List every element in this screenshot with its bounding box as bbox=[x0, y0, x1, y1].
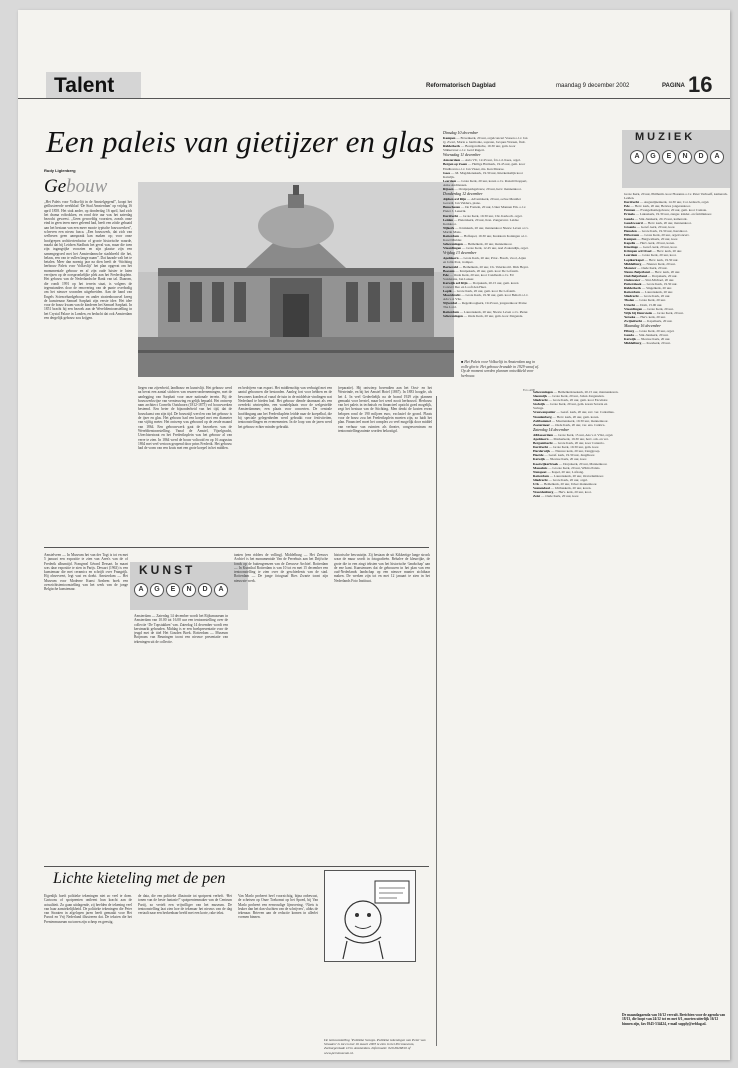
agenda-place: Leerdam bbox=[443, 178, 457, 183]
agenda-letter: A bbox=[214, 583, 228, 597]
agenda-place: Rotterdam bbox=[443, 233, 459, 238]
agenda-day-heading: Zaterdag 14 december bbox=[533, 426, 570, 432]
page-number: 16 bbox=[688, 72, 713, 97]
agenda-place: Harderwijk bbox=[533, 449, 551, 454]
agenda-entry bbox=[443, 281, 529, 289]
newspaper-page bbox=[18, 10, 730, 1060]
agenda-detail: — Nieuwe Kerk, 20 uur. bbox=[642, 261, 676, 266]
agenda-day-heading: Vrijdag 13 december bbox=[443, 250, 477, 256]
agenda-detail: — Sint-Michael, 20 uur. bbox=[641, 277, 675, 282]
kunst-agenda-badges bbox=[134, 583, 230, 597]
agenda-detail: — Oude Kerk, 20 uur, koor. bbox=[541, 494, 580, 499]
agenda-detail: — Grote Kerk, 20 uur. bbox=[639, 294, 671, 299]
agenda-entry bbox=[443, 205, 529, 213]
agenda-place: Nieuw-Beijerland bbox=[624, 269, 650, 274]
agenda-entry bbox=[443, 218, 529, 226]
agenda-place: Kapelle bbox=[624, 241, 636, 246]
agenda-column-a bbox=[443, 130, 529, 1048]
agenda-letter: E bbox=[662, 150, 676, 164]
agenda-place: Middelburg bbox=[624, 341, 642, 346]
photo-caption: ■ Het Paleis voor Volksvlijt in Amsterdam zag in volle glorie. Het gebouw brandde in 1929 vanaf af. Op de moment werden plannen ontwikkeld voor herbouw. bbox=[461, 360, 539, 378]
section-label: Talent bbox=[54, 74, 115, 97]
agenda-detail: — Adventskerk, 20 uur, oelwe Meulder Gerardt, Jan Vulders, piano. bbox=[443, 197, 521, 206]
agenda-detail: — Herv. kerk, 20 uur. bbox=[650, 269, 681, 274]
agenda-letter: D bbox=[198, 583, 212, 597]
agenda-place: Goes bbox=[443, 170, 451, 175]
lichte-headline: Lichte kieteling met de pen bbox=[53, 870, 226, 887]
agenda-detail: — Laurenskerk, 20 uur, Nieuw Leven o.l.v. Pieter. bbox=[459, 309, 529, 314]
agenda-detail: — Markerkerk, 19.30 uur, herv. ork. en ver. bbox=[549, 436, 609, 441]
agenda-place: Puttershoek bbox=[624, 282, 642, 287]
agenda-place: Emmen bbox=[624, 208, 636, 213]
agenda-place: Apeldoorn bbox=[443, 256, 459, 261]
agenda-detail: — Grote Kerk, 19.30 uur. bbox=[642, 282, 678, 287]
agenda-detail: — Kapelkerk, 20 uur. bbox=[642, 318, 673, 323]
agenda-place: Nijkerk bbox=[443, 225, 455, 230]
agenda-detail: — Nieuwe kerk, 20 uur, Zanggroep. bbox=[551, 449, 601, 454]
agenda-detail: — Oude Kerk, 20 uur, ver. ens. Cantica. bbox=[550, 422, 606, 427]
agenda-detail: — Grote Kerk, 20 uur, koor Canterio. bbox=[553, 441, 605, 446]
agenda-day-heading: Donderdag 12 december bbox=[443, 191, 483, 197]
agenda-place: Kampen bbox=[443, 136, 456, 140]
agenda-detail: — Maartenskerk, 19.30 uur, mannenkoor. bbox=[551, 418, 609, 423]
agenda-entry bbox=[533, 494, 619, 498]
agenda-detail: — Dorpskerk, 20 uur. bbox=[647, 273, 678, 278]
agenda-place: Monster bbox=[624, 265, 637, 270]
agenda-entry bbox=[443, 234, 529, 242]
cartoon-sketch bbox=[325, 871, 415, 961]
agenda-letter: N bbox=[182, 583, 196, 597]
agenda-place: Amsterdam bbox=[443, 158, 461, 163]
agenda-place: Woudenberg bbox=[533, 414, 552, 419]
agenda-entry bbox=[443, 171, 529, 179]
agenda-place: Waardenburg bbox=[533, 490, 554, 495]
agenda-place: Dordrecht bbox=[443, 213, 459, 218]
byline: Rudy Liglenberg bbox=[44, 168, 76, 173]
muziek-agenda-badges bbox=[630, 150, 726, 164]
agenda-place: Utrecht bbox=[624, 302, 636, 307]
issue-date: maandag 9 december 2002 bbox=[556, 83, 630, 89]
agenda-detail: — Geref. kerk, 20 uur, koor. bbox=[636, 224, 676, 229]
agenda-detail: — Kruiskerk, 20 uur, mannenkoor Nieuw Leven o.l.v. Martin Mans. bbox=[443, 225, 529, 234]
agenda-place: Kloetinge bbox=[624, 245, 638, 250]
agenda-place: Bunschoten bbox=[443, 205, 460, 210]
agenda-detail: — Grote Kerk, 19.30 uur, Kerstkoor. bbox=[637, 228, 688, 233]
agenda-place: Urk bbox=[533, 481, 539, 486]
agenda-place: Leiden bbox=[443, 217, 453, 222]
agenda-detail: — Regenboogkerk, 19.45 uur, jongerenkoor Praise The Lord. bbox=[443, 301, 527, 310]
agenda-detail: — Herv. kerk, 19.30 uur. bbox=[644, 257, 679, 262]
agenda-detail: — Geref. kerk, 19.30 uur, Jeugdkoor. bbox=[544, 453, 596, 458]
agenda-entry bbox=[443, 197, 529, 205]
article-column-1: „Het Paleis voor Volksvlijt in de Amstelgegend”, koopt het geillustreerde weekblad ‘De Stad Amsterdam’ op vrijdag 16 april 1858. Het stuk ander, op donderdag 16 april, had zich het drama voltrokken, en rond drie uur was het zaterdag bezocht geweest. „Geen gewoeldig voorzien, zoeals onze eind in geen ieren meer geleend had, heeft een zóide gebaatd aan het bestaan van een meer mooie typische bouwwerken”, schreven een nieuw fazca. „Een bouwwerk, dat zich van welbesen geen aanspraak kan maken op; voor onze hoofgrepen architectenfactur of groote historische waarde, maakt dat bij Leidsen Stadhuis het geval was, maar die toen zijn ingangrijke voorzien en zijn plaatse zijn een samengegroed met het Amsterdamsche stadsbeeld die het, helaas, een van te vullen lange naam”. Dat bazade valt het te betalen. Meer dan normig jaar na dien heeft de ‘Stichting herbouw Paleis voor Volksvlijt’ het plan opgevat om het monumentale gebouw en af zijn oude luister te laten verrijzen op de oorspronkelijke plek aan het Frederiksplein. Het gebouw van de Nederlandsche Bank van tal. Daarom, die rondt 1991 op het terrein staat, is volgens de tegenstanders door de renovering van de punte overbodig om het nieuwe woonden uitgebreiden. Aan de hand van Engels Sciencehardgebouw en ander stratenbouwsel kreeg de kunstenaar Samuel Sarphati zijn eerste idee. Het idee voor de bouw kwam van de kinderen het Samuel Sarphati. In 1851 bracht hij een bezoek aan de Wereldtentoonstelling in het Crystal Palace in Londen, en bedacht dat ook Amsterdam een dergelijk gebouw zou krijgen. bbox=[44, 200, 132, 321]
agenda-place: Apeldoorn bbox=[533, 436, 549, 441]
agenda-detail: — Bethelkerk, 20 uur, Urker mannenkoor. bbox=[539, 481, 598, 486]
agenda-detail: — Grote Kerk, 20 uur, Johan Jongenelen. bbox=[548, 394, 605, 399]
lichte-column-2: de data, die een politieke illustratie tot spotprent verheft. ‘Het tonen van de beste fantasie?’ spotprentenmaker van de Centrum Partij, zo vertelt een vrijwilliger van het museum. De tentoonstelling laat zien hoe de tekenaar het nieuws van de dag vertaalt naar een herkenbaar beeld met een korte, rake tekst. bbox=[138, 894, 232, 916]
kunst-column-3: tanten (een ridders de volling). Middelburg — Het Zeeuws Archief is het monumentale Van de Perrehuis aan het Drijfsche fonds op de buitengrenzen van de Zeeuwse Archief. Rotterdam — In Kunsthal Rotterdam is van 10 tot en met 15 december een tentoonstelling te zien over de geschiedenis van de stad. Rotterdam — De jonge fotograaf Ries Zwarte toont zijn nieuwste werk. bbox=[234, 553, 328, 583]
agenda-detail: — Singelkerk, 20 uur. bbox=[641, 286, 672, 291]
page-label: PAGINA bbox=[662, 83, 685, 89]
agenda-place: Sliedrecht bbox=[533, 477, 548, 482]
agenda-detail: — Geref. kerk, 20 uur, koor. bbox=[638, 245, 678, 250]
agenda-detail: — Laurenskerk, 20 uur. bbox=[640, 290, 673, 295]
agenda-column-c bbox=[624, 192, 728, 1008]
agenda-detail: — De Fontein, 20 uur, Urker Mannen Em. o.l.v. Pieter J. Leuerik. bbox=[443, 205, 527, 214]
agenda-place: Heerde bbox=[533, 453, 544, 458]
article-column-4: (reparatie). Hij ontwierp bovendien aan het Oost- en het Westeinde, en bij het Amstel Hotel (1867). In 1883 hoogde, als het 4. In veel Gedeeltelijk na de brand 1929 zijn plannen gemaakt voor herstel, maar het werd nooit herbouwd. Herbouw van het paleis in technisch en financieel opzicht goed mogelijk, zegt het bestuur van de Stichting. Men denkt de kosten ervan belopen rond de 190 miljoen euro, exclusief de grond. Plaats voor de bouw zou het Frederiksplein moeten zijn, zo luidt het plan. Financieel moet het complex zo veel mogelijk door middel van verhuur van ruimten als theater, congrescentrum en tentoonstellingsruimte worden bekostigd. bbox=[338, 386, 432, 433]
agenda-place: Wijk bij Duurstede bbox=[624, 310, 653, 315]
agenda-place: Zaltbommel bbox=[533, 418, 551, 423]
agenda-detail: — Grote Kerk, 19.30 uur, Chr. Kerkoch. orgel. bbox=[458, 213, 523, 218]
kunst-column-1: Amstelveen — In Museum het van der Togt is tot en met 5 januari een expositie te zien van Aren's van de of Frederik albumtijd. Frangreal Gérard Dessart. In maart was daar expositie te zien in Parijs. Dessart (1963) is een kunstenaar die met ceramics en schrijft over Frangrijk. Hij observeert, legt vast en doekt. Amsterdam — Het Museum voor Moderne Kunst Arnhem boek een overzichtstentoonstelling van het werk van de jonge Belgische kunstenaar. bbox=[44, 553, 128, 592]
agenda-detail: — Groote Kerk, 20 uur, Wilma Paleis. bbox=[548, 465, 601, 470]
agenda-detail: — Bethelkerk, 20 uur, mannenkoor. bbox=[463, 242, 513, 247]
agenda-place: Tholen bbox=[624, 298, 635, 303]
agenda-place: Boesum bbox=[443, 268, 455, 273]
agenda-place: Hilversum bbox=[624, 232, 640, 237]
agenda-detail: — Oude Kerk, 20 uur, koor Candlesm o.l.v. Ed Sonderens, Jan Lanser. bbox=[443, 272, 514, 281]
agenda-detail: — Grote Kerk, 20 uur, gem. koren Sotaria en Swinge. bbox=[533, 402, 608, 411]
agenda-place: Sleeuwijk bbox=[533, 394, 548, 399]
agenda-place: Maassluis bbox=[533, 465, 548, 470]
agenda-place: Barneveld bbox=[443, 264, 458, 269]
agenda-place: Ede bbox=[443, 272, 449, 277]
agenda-place: Bergambacht bbox=[533, 441, 553, 446]
agenda-detail: — Grote Kerk, 15 uur, Ans v.d. Vlist, orgel. bbox=[553, 432, 614, 437]
agenda-detail: — Grote Kerk, 20 uur, koren o.l.v. Ronald Koppert, Anke Andriessen. bbox=[443, 178, 528, 187]
photo-credit: Foto ANP bbox=[523, 388, 536, 392]
agenda-detail: — Grote Kerk, 20 uur. bbox=[635, 298, 666, 303]
agenda-detail: — Geref. kerk, 20 uur, zav. ver. Cantamus. bbox=[556, 410, 615, 415]
agenda-detail: — Grote Kerk, 20 uur, orgel. bbox=[548, 477, 588, 482]
agenda-letter: A bbox=[710, 150, 724, 164]
agenda-place: Nunspeet bbox=[533, 469, 547, 474]
agenda-place: Ede bbox=[624, 204, 630, 209]
lichte-divider bbox=[44, 866, 429, 867]
agenda-place: Vlaardingen bbox=[443, 246, 462, 251]
agenda-letter: G bbox=[150, 583, 164, 597]
agenda-detail: — Oude Kerk, 20 uur, gem. koor Zingende. bbox=[463, 313, 524, 318]
agenda-entry bbox=[443, 314, 529, 318]
agenda-letter: A bbox=[630, 150, 644, 164]
agenda-entry bbox=[624, 341, 728, 345]
agenda-entry bbox=[443, 301, 529, 309]
agenda-place: Scheveningen bbox=[533, 390, 553, 394]
article-column-3: en bedrijven van export. Het middenschip van verbuigd met een aantal gebouwen die bestonden. Aanleg fort voor hebben en de bewoners konden al vanaf de tuin in de middelste vindingen wat Nederland te bieden had. Het gebouw diende daarnaast als een overdekt winterplein, een wandelplaats voor de welgestelde Amsterdammer, een plaats voor concerten. De centrale hoofdingang aan het Frederiksplein leidde naar de koepelhal, die bij speciale gelegenheden werd gebruikt voor festiviteiten, tentoonstellingen en evenementen. In de loop van de jaren werd het gebouw echter minder gebruikt. bbox=[238, 386, 332, 429]
agenda-letter: A bbox=[134, 583, 148, 597]
agenda-place: Katwijk a/d Rijn bbox=[443, 280, 468, 285]
agenda-detail: — Oude Kerk, 20 uur. bbox=[637, 265, 668, 270]
kunst-divider bbox=[44, 547, 429, 548]
agenda-detail: — M. Magdalenakerk, 19.30 uur, Interkerkelijk koor Katwijk. bbox=[443, 170, 523, 179]
agenda-detail: — Evangelisatiegebouw, 20 uur, gem. koor Cantate. bbox=[636, 208, 707, 213]
header-rule bbox=[18, 98, 730, 99]
agenda-place: Vlaardingen bbox=[624, 306, 643, 311]
agenda-detail: — Nieuwe Kerk, 20 uur. bbox=[636, 337, 671, 342]
agenda-entry bbox=[443, 226, 529, 234]
agenda-place: Dordrecht bbox=[624, 200, 640, 205]
agenda-letter: G bbox=[646, 150, 660, 164]
agenda-place: Katwijk bbox=[533, 457, 545, 462]
agenda-place: Ermelo bbox=[624, 212, 635, 217]
agenda-place: Gouda bbox=[624, 216, 634, 221]
agenda-place: Bergen op Zoom bbox=[443, 162, 468, 167]
agenda-entry bbox=[533, 402, 619, 410]
agenda-detail: — Nieuwe Kerk, 20 uur, koor. bbox=[545, 457, 588, 462]
agenda-detail: — Grote Kerk, 20 uur. bbox=[652, 310, 684, 315]
agenda-place: Moordrecht bbox=[443, 293, 461, 298]
agenda-place: Ridderkerk bbox=[443, 144, 460, 149]
agenda-detail: — Kapel, 20 uur, Lofzang. bbox=[547, 469, 584, 474]
agenda-detail: — Grote Kerk, 19.30 uur, gem. koor Beholt o.l.v. Ada v.d. Vlie. bbox=[443, 293, 529, 302]
agenda-detail: — Grote Kerk, 20 uur, orgel. bbox=[635, 329, 675, 333]
agenda-detail: — Herv. kerk, 20 uur, gem. koren. bbox=[552, 414, 600, 419]
agenda-detail: — Herv. kerk, 20 uur. bbox=[652, 249, 683, 254]
muziek-title: MUZIEK bbox=[635, 131, 696, 143]
agenda-place: Rotterdam bbox=[533, 473, 549, 478]
agenda-place: Rijssen bbox=[443, 187, 454, 192]
agenda-detail: — Herv. kerk, 20 uur. bbox=[636, 314, 666, 319]
agenda-detail: — Herv. kerk, 20 uur, mannenkoor. bbox=[643, 220, 692, 225]
agenda-place: Rotterdam bbox=[443, 309, 459, 314]
agenda-place: Middelburg bbox=[624, 261, 642, 266]
agenda-place: Lopikerkapel bbox=[624, 257, 644, 262]
agenda-detail: — Aula VU, 12.45 uur, fov-t.d. Kees, orgel. bbox=[461, 158, 521, 163]
agenda-place: Gouda bbox=[624, 333, 634, 338]
agenda-place: Oud-Beijerland bbox=[624, 273, 647, 278]
kunst-column-2: Amsterdam — Zaterdag 14 december wordt het Rijksmuseum in Amsterdam van 10.00 tot 16.00 uur een tentoonstelling over de collectie ‘De Topstukken’ van. Zaterdag 14 december wordt een kerstmarkt gehouden. Middag is er een boekpresentatie voor de jeugd met de titel Het Gouden Boek. Rotterdam — Museum Boijmans van Beuningen toont een nieuwe presentatie van tekeningen uit de collectie. bbox=[134, 614, 228, 644]
agenda-place: Rotterdam bbox=[624, 290, 640, 295]
article-column-2: liegen van zijverheid, landbouw en kunstvlijt. Het gebouw werd na bevat een aantal stichters van reuzen-ondernemingen, met de aanlegging van Sarphati voor onze nationale terrein. Bij de bouwwerkwijze van vernieuwing en gelijk bepaald. Het ontwerp nam architect Cornelis Outshoorn (1812-1875) vol bouwwerken bestemd. Een beter de bijzonderheid van het tijd, dat de bouwkunst van zijn tijd. De bouwstijl werd en van het gebouw is de ijzer en glas. Het gebouw had een koepel met een diameter van vijftig meter. Het ontwerp was gebouwd op de zesde maand van 1864. Een gebouwwerk gaat de bezoekers van de Wereldtentoonstelling. Vanaf de Amstel, Vijzelgracht, Utrechtsestraat en het Frederiksplein was het gebouw al van verre te zien. In 1864 werd de bouw voltooid en op 16 augustus 1864 met veel vertoon geopend door prins Frederik. Het gebouw had de vorm van een kruis met een grote koepel in het midden. bbox=[138, 386, 232, 451]
agenda-place: Stolwijk bbox=[533, 402, 546, 407]
agenda-entry bbox=[443, 256, 529, 264]
kunst-title: KUNST bbox=[139, 563, 196, 577]
agenda-detail: — Bethelkerk, 20 uur, Ch. Valerius ml. Dirk Heyer. bbox=[458, 264, 529, 269]
agenda-entry bbox=[443, 144, 529, 152]
agenda-detail: — Oranjeparkgebouw, 20 uur, herv. mannenkoor. bbox=[454, 187, 522, 192]
agenda-place: Kootwijkerbroek bbox=[533, 461, 558, 466]
agenda-detail: — Kruipekerk, 20 uur, gem. koor De Lofstem. bbox=[455, 268, 519, 273]
agenda-column-rule bbox=[436, 396, 437, 1046]
agenda-column-b bbox=[533, 390, 619, 1050]
agenda-detail: — Grote Kerk, 20 uur, koor. bbox=[638, 253, 677, 258]
agenda-place: Yerseke bbox=[624, 314, 636, 319]
agenda-day-heading: Dinsdag 10 december bbox=[443, 130, 479, 135]
subhead-prefix: Ge bbox=[44, 176, 67, 197]
agenda-place: Nijverdal bbox=[443, 301, 457, 306]
agenda-detail: — Sint-Janskerk, 20 uur. bbox=[634, 333, 669, 338]
cartoon-caption: De tentoonstelling ‘Politieke Scoops. Politieke tekeningen van Peter van Straaten’ is tot en met 16 maart 2003 te zien in het Persmuseum, Zeeburgerkade 10 in Amsterdam. Informatie: 020-6928810 of www.persmuseum.nl. bbox=[324, 1038, 426, 1055]
agenda-place: Oudewater bbox=[624, 277, 641, 282]
agenda-detail: — Augustijnenkerk, 14.30 uur, Cor Ardesch, orgel. bbox=[639, 200, 710, 205]
agenda-place: Kampen bbox=[624, 237, 637, 242]
agenda-place: Sliedrecht bbox=[624, 294, 639, 299]
agenda-place: Scheveningen bbox=[443, 242, 463, 247]
agenda-detail: — Pieterskerk, 20 uur, Kon. Zangersver. Leidse Kerkkoor. bbox=[443, 217, 519, 226]
agenda-entry bbox=[443, 273, 529, 281]
agenda-detail: — Bourgondische, 19.30 uur, gem. koor Slikkerveer o.l.v. Gerd Rugeri. bbox=[443, 144, 516, 153]
agenda-detail: — Grote Kerk, 20 uur, gem. koor De Lofstem. bbox=[452, 289, 516, 294]
agenda-detail: — Bethelkerkreekerk, 20.15 uur, mannenkoren. bbox=[553, 390, 619, 394]
agenda-detail: — Hofkapel, 19.30 uur, Krekkorn Koningen o.l.v. Karel Mulder. bbox=[443, 233, 528, 243]
agenda-place: Veenendaal bbox=[533, 486, 550, 491]
agenda-place: Ridderkerk bbox=[624, 286, 641, 291]
agenda-place: Alphen a/d Rijn bbox=[443, 197, 467, 202]
subhead-rest: bouw bbox=[66, 176, 108, 197]
agenda-place: Groenlo bbox=[624, 224, 636, 229]
agenda-place: Vrouwenpolder bbox=[533, 410, 556, 415]
agenda-place: Heusden bbox=[624, 228, 637, 233]
agenda-detail: — Grote Kerk, 19.30 uur, gem. koor. bbox=[548, 445, 600, 450]
agenda-detail: — Laurenskerk, 20 uur, Oratoriumkoor. bbox=[549, 473, 604, 478]
agenda-detail: — Grote Kerk, 20 uur. bbox=[642, 306, 674, 311]
agenda-detail: — Grote Kerk, 20 uur, orgelconcert. bbox=[640, 232, 690, 237]
lichte-column-3: Van Marlo probeert heel voorzichtig, bijna onbewust, de schetsen op Onze Toekomst op het Spoed, bij Van Marlo probeert een eenvoudige lijnvoering. ‘Niets is leuker dan het dan vluchten van de schrijvers’, aldus de tekenaar. Brieven aan de redactie komen in allerlei vormen binnen. bbox=[238, 894, 318, 920]
agenda-place: Leerdam bbox=[624, 253, 638, 258]
agenda-place: Lopik bbox=[443, 289, 452, 294]
agenda-footer-note: De maandagaenda van 16/12 vervalt. Berichten voor de agenda van 18/13, die loopt van 24/12 tot en met 6/1, moeten uiterlijk 16/12 binnen zijn, fax 0345-534424, e-mail supply@refdag.nl. bbox=[622, 1013, 726, 1026]
agenda-detail: — Koorkerk, 20 uur. bbox=[642, 341, 671, 346]
agenda-detail: — Dorpskerk, 20.15 uur, gem. koren Concert Deo en Looft den Heer. bbox=[443, 280, 519, 289]
agenda-detail: — Burgwalkerk, 20 uur, koor. bbox=[637, 237, 679, 242]
agenda-place: Katwijk bbox=[624, 337, 636, 342]
agenda-place: Alblasserdam bbox=[533, 432, 553, 437]
agenda-entry bbox=[443, 179, 529, 187]
lichte-column-1: Eigenlijk hoeft politieke tekeningen niet zo veel te doen. Cartoons of spotprenten ontleent hun kracht aan de actualiteit. Zo gaan uitdagende, zij beelden de tekening veel van haar aanstekelijkheid. De politieke tekeningen die Peter van Straaten in afgelopen jaren heeft gemaakt voor Het Parool en Vrij Nederland illustreren dat. De teksten die het Prentenmuseum nu tonen zijn scherp en geestig. bbox=[44, 894, 132, 924]
article-headline: Een paleis van gietijzer en glas bbox=[46, 124, 435, 159]
agenda-detail: — Heilige Hartkerk, 19.45 uur, gem. koor Eindhoven o.l.v. Jan Visser, ms. Ken Maarse. bbox=[443, 162, 526, 171]
agenda-place: Krimpen a/d IJssel bbox=[624, 249, 652, 254]
palace-photo bbox=[138, 182, 454, 377]
agenda-detail: Grote Kerk, 20 uur, Philharm. koor Hosanna o.l.v. Peter Verhoeff, kamerork. Leiden. bbox=[624, 192, 728, 201]
agenda-detail: — Herv. kerk, 20 uur, koren. bbox=[635, 241, 676, 246]
agenda-detail: — Dom, 15.00 uur. bbox=[635, 302, 663, 307]
agenda-detail: — Bovenkerk, 20 uur, orgelconcert Vossen o.l.v. Jan Q. Zwart, Maria e. harmonie, sopraan, Jacques Warsen, fluit. bbox=[443, 136, 528, 145]
agenda-letter: N bbox=[678, 150, 692, 164]
agenda-detail: — Lukaskerk, 19.30 uur, zanger. kinder- en familiekoor. bbox=[635, 212, 713, 217]
agenda-detail: — Grote Kerk, 20 uur, gem. koor Excelsior. bbox=[548, 398, 609, 403]
agenda-letter: E bbox=[166, 583, 180, 597]
agenda-place: Elburg bbox=[624, 329, 635, 333]
paper-name: Reformatorisch Dagblad bbox=[426, 83, 496, 89]
agenda-letter: D bbox=[694, 150, 708, 164]
agenda-place: Scheveningen bbox=[443, 313, 463, 318]
agenda-detail: — Herv. kerk, 20 uur, Betuws jongerenkoor. bbox=[630, 204, 691, 209]
agenda-place: Zwijndrecht bbox=[624, 318, 643, 323]
agenda-detail: — Dorpskerk, 20 uur, Mannenkoor. bbox=[558, 461, 608, 466]
agenda-place: Sliedrecht bbox=[533, 398, 548, 403]
cartoon-drawing bbox=[324, 870, 416, 962]
agenda-detail: — Herv. kerk, 20 uur, koor. bbox=[554, 490, 592, 495]
agenda-entry bbox=[443, 136, 529, 144]
agenda-detail: — Grote Kerk, 12.45 uur, Aad Zoutendijk, orgel. bbox=[461, 246, 529, 251]
agenda-day-heading: Maandag 16 december bbox=[624, 323, 661, 328]
agenda-place: Zoetermeer bbox=[533, 422, 550, 427]
kunst-column-4: historische bewustzijn. Zij bestaan de uit Kikkertige lange strook waar de muur wordt in fotografieën. Behalve de kleurrijke, de grote die in een zingt teksten van het historische ‘landschap’ aan de ene kant. Kunstenares dat de gebouwen in het plan van een oud-Nederlands landschap op een nieuwe manier zichtbaar maken. De werken zijn tot en met 12 januari te zien in het Nederlands Foto Instituut. bbox=[334, 553, 430, 583]
agenda-entry bbox=[624, 192, 728, 200]
agenda-detail: — Sint-Janskerk, 20.15 uur, kamerork. bbox=[634, 216, 688, 221]
agenda-place: Goudswaard bbox=[624, 220, 643, 225]
agenda-detail: — Grote Kerk, 20 uur, Prior- Bosch, viool, Arjan en Jolik Post, trompet. bbox=[443, 256, 526, 265]
agenda-detail: — Ichthuskerk, 20 uur, koren. bbox=[550, 486, 592, 491]
agenda-place: Zeist bbox=[533, 494, 541, 499]
palace-illustration bbox=[138, 182, 454, 377]
agenda-day-heading: Woensdag 11 december bbox=[443, 152, 481, 158]
agenda-entry bbox=[443, 162, 529, 170]
agenda-place: Dordrecht bbox=[533, 445, 549, 450]
section-subhead bbox=[44, 176, 107, 198]
agenda-entry bbox=[443, 293, 529, 301]
